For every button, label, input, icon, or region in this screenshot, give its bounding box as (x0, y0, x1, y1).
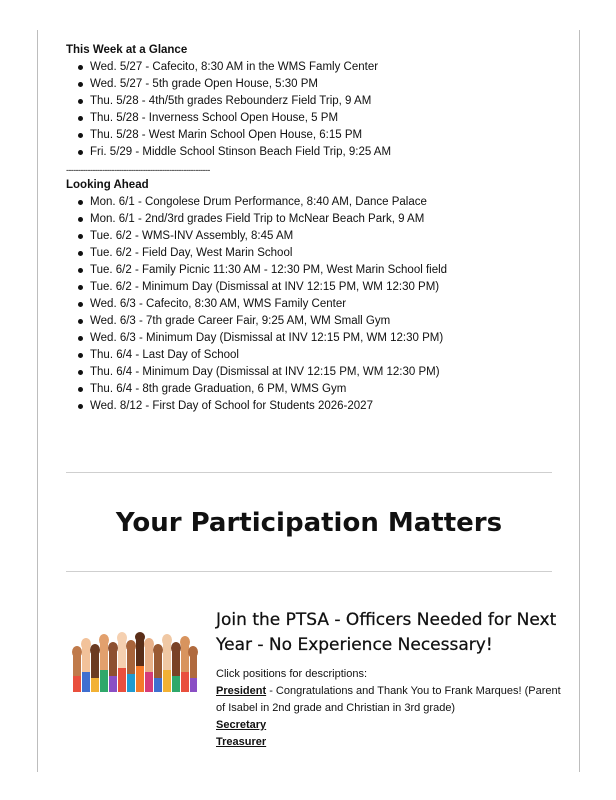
list-item: Tue. 6/2 - WMS-INV Assembly, 8:45 AM (90, 228, 556, 245)
list-item: Wed. 8/12 - First Day of School for Students 2026-2027 (90, 398, 556, 415)
president-line (216, 683, 561, 717)
list-item: Wed. 6/3 - Cafecito, 8:30 AM, WMS Family Center (90, 296, 556, 313)
list-item: Mon. 6/1 - 2nd/3rd grades Field Trip to McNear Beach Park, 9 AM (90, 211, 556, 228)
list-item: Tue. 6/2 - Family Picnic 11:30 AM - 12:30 PM, West Marin School field (90, 262, 556, 279)
president-link[interactable]: President (216, 685, 267, 697)
list-item: Thu. 5/28 - Inverness School Open House, 5 PM (90, 110, 556, 127)
list-item: Thu. 5/28 - 4th/5th grades Rebounderz Field Trip, 9 AM (90, 93, 556, 110)
list-item: Wed. 5/27 - 5th grade Open House, 5:30 PM (90, 76, 556, 93)
raised-hands-illustration (71, 632, 199, 692)
list-item: Mon. 6/1 - Congolese Drum Performance, 8:40 AM, Dance Palace (90, 194, 556, 211)
list-item: Wed. 6/3 - 7th grade Career Fair, 9:25 AM, WM Small Gym (90, 313, 556, 330)
participation-heading: Your Participation Matters (115, 508, 503, 538)
list-item: Thu. 5/28 - West Marin School Open House, 6:15 PM (90, 127, 556, 144)
join-ptsa-title: Join the PTSA - Officers Needed for Next Year - No Experience Necessary! (216, 610, 557, 655)
secretary-line (216, 717, 561, 734)
dashed-separator: ------------------------------------------------------------ (66, 165, 210, 175)
list-item: Tue. 6/2 - Field Day, West Marin School (90, 245, 556, 262)
click-positions-text: Click positions for descriptions: (216, 668, 368, 680)
this-week-list (66, 59, 556, 161)
list-item: Thu. 6/4 - 8th grade Graduation, 6 PM, WMS Gym (90, 381, 556, 398)
list-item: Tue. 6/2 - Minimum Day (Dismissal at INV 12:15 PM, WM 12:30 PM) (90, 279, 556, 296)
events-section (66, 44, 556, 415)
section-divider (66, 472, 552, 473)
secretary-link[interactable]: Secretary (216, 719, 267, 731)
list-item: Thu. 6/4 - Minimum Day (Dismissal at INV 12:15 PM, WM 12:30 PM) (90, 364, 556, 381)
section-divider (66, 571, 552, 572)
list-item: Thu. 6/4 - Last Day of School (90, 347, 556, 364)
treasurer-link[interactable]: Treasurer (216, 736, 267, 748)
looking-ahead-title: Looking Ahead (66, 179, 149, 191)
list-item: Fri. 5/29 - Middle School Stinson Beach Field Trip, 9:25 AM (90, 144, 556, 161)
right-border (579, 30, 580, 772)
left-border (37, 30, 38, 772)
looking-ahead-list (66, 194, 556, 415)
president-description: - Congratulations and Thank You to Frank Marques! (Parent of Isabel in 2nd grade and Christian in 3rd grade) (216, 685, 561, 714)
list-item: Wed. 6/3 - Minimum Day (Dismissal at INV 12:15 PM, WM 12:30 PM) (90, 330, 556, 347)
raised-hands-icon (72, 632, 198, 692)
treasurer-line (216, 734, 561, 751)
list-item: Wed. 5/27 - Cafecito, 8:30 AM in the WMS Famly Center (90, 59, 556, 76)
join-ptsa-block (216, 608, 561, 751)
this-week-title: This Week at a Glance (66, 44, 188, 56)
